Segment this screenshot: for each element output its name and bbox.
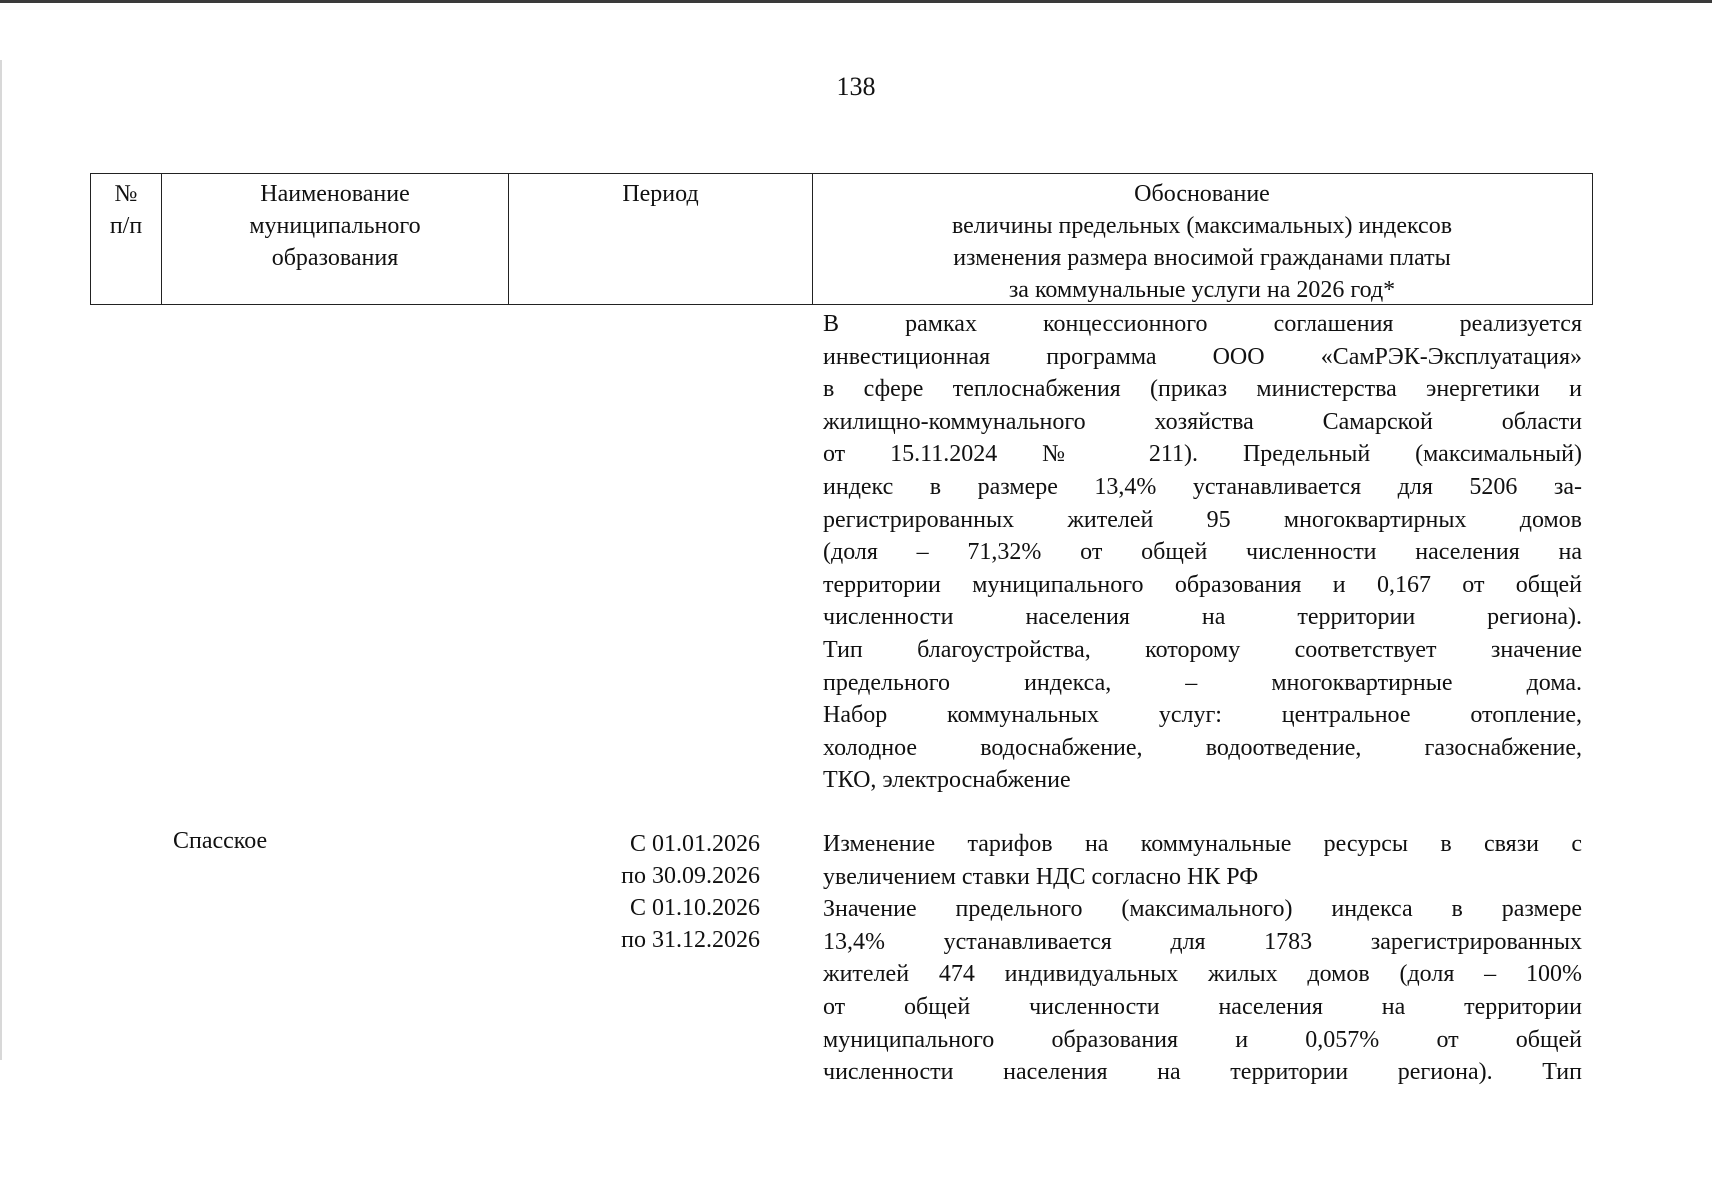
header-text: за коммунальные услуги на 2026 год* (1008, 277, 1396, 303)
justification-block-2 (823, 828, 1582, 1089)
text-line: увеличением ставки НДС согласно НК РФ (823, 863, 1259, 890)
header-text: изменения размера вносимой гражданами платы (953, 245, 1451, 271)
text-line: территории муниципального образования и 0,167 от общей (823, 571, 1582, 598)
period-line: С 01.10.2026 (629, 895, 760, 921)
text-line: В рамках концессионного соглашения реализуется (823, 311, 1582, 337)
header-col-basis (813, 174, 1591, 304)
table-header (90, 173, 1593, 305)
header-col-period (509, 174, 813, 304)
text-line: от 15.11.2024 № 211). Предельный (максимальный) (823, 441, 1582, 468)
text-line: 13,4% устанавливается для 1783 зарегистрированных (823, 928, 1582, 955)
header-text: № (114, 181, 138, 207)
text-line: предельного индекса, – многоквартирные дома. (823, 669, 1582, 696)
text-line: жителей 474 индивидуальных жилых домов (доля – 100% (823, 961, 1582, 988)
text-line: инвестиционная программа ООО «СамРЭК-Эксплуатация» (823, 343, 1582, 370)
text-line: от общей численности населения на территории (823, 993, 1582, 1020)
text-line: в сфере теплоснабжения (приказ министерства энергетики и (823, 376, 1582, 403)
header-text: Период (622, 181, 699, 207)
municipality-name: Спасское (173, 828, 268, 854)
text-line: (доля – 71,32% от общей численности населения на (823, 539, 1582, 566)
page-left-edge (0, 60, 2, 1060)
header-col-number (91, 174, 162, 304)
period-line: по 31.12.2026 (621, 927, 760, 953)
text-line: Изменение тарифов на коммунальные ресурсы в связи с (823, 831, 1582, 857)
text-line: индекс в размере 13,4% устанавливается для 5206 за- (823, 473, 1582, 500)
header-text: Наименование (260, 181, 410, 207)
page-top-edge (0, 0, 1712, 3)
text-line: Тип благоустройства, которому соответствует значение (823, 636, 1582, 663)
period-cell (560, 828, 760, 956)
header-col-name (162, 174, 509, 304)
page-number: 138 (836, 72, 876, 101)
header-text: Обоснование (1134, 181, 1270, 207)
text-line: численности населения на территории региона). (823, 604, 1582, 631)
text-line: муниципального образования и 0,057% от общей (823, 1026, 1582, 1053)
text-line: холодное водоснабжение, водоотведение, газоснабжение, (823, 734, 1582, 761)
text-line: Набор коммунальных услуг: центральное отопление, (823, 702, 1582, 729)
header-text: образования (271, 245, 399, 271)
text-line: регистрированных жителей 95 многоквартирных домов (823, 506, 1582, 533)
text-line: ТКО, электроснабжение (823, 767, 1071, 794)
justification-block-1 (823, 308, 1582, 797)
header-text: муниципального (249, 213, 421, 239)
text-line: Значение предельного (максимального) индекса в размере (823, 896, 1582, 923)
text-line: жилищно-коммунального хозяйства Самарской области (823, 408, 1582, 435)
period-line: С 01.01.2026 (629, 831, 760, 857)
header-text: п/п (109, 213, 143, 239)
text-line: численности населения на территории региона). Тип (823, 1059, 1582, 1086)
period-line: по 30.09.2026 (621, 863, 760, 889)
header-text: величины предельных (максимальных) индексов (951, 213, 1453, 239)
